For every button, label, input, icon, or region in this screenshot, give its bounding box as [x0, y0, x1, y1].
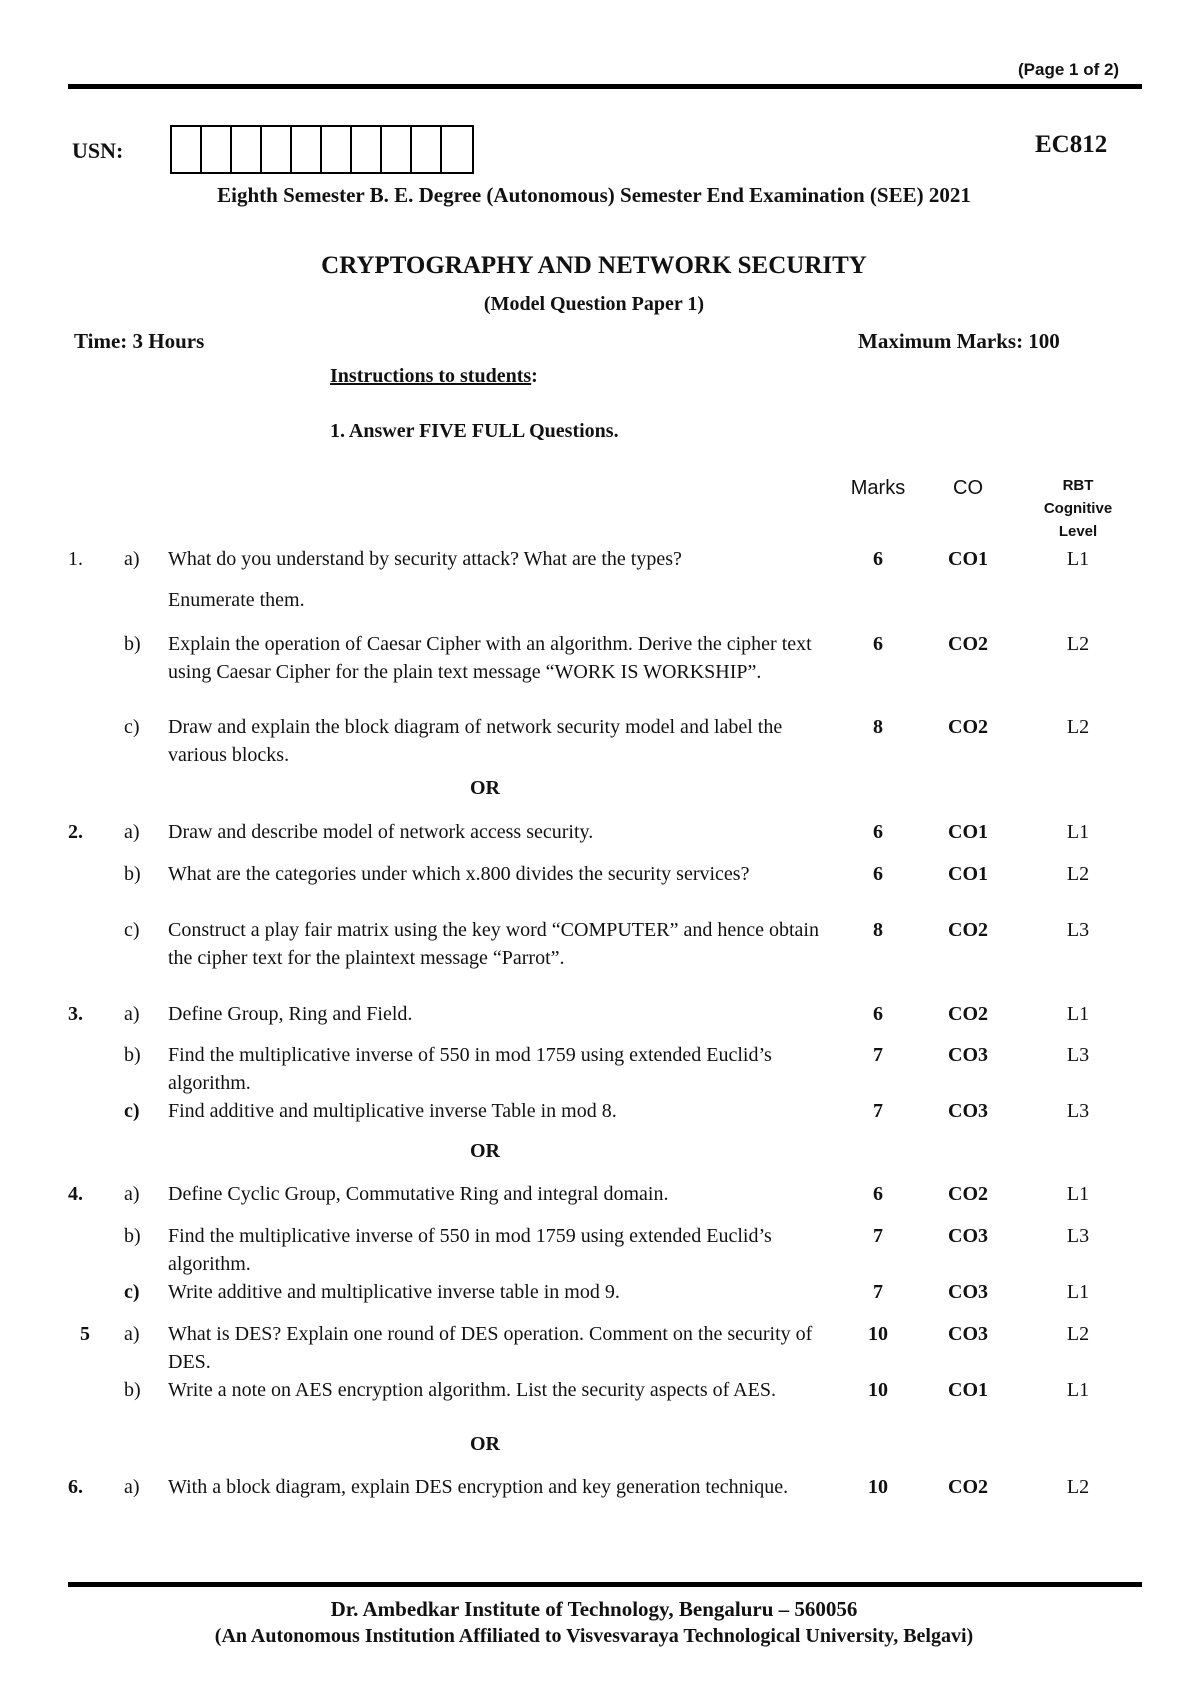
usn-digit-box	[232, 127, 262, 172]
question-co: CO1	[948, 1379, 988, 1401]
usn-digit-box	[442, 127, 472, 172]
footer-affiliation: (An Autonomous Institution Affiliated to Visvesvaraya Technological University, Belgavi)	[214, 1625, 974, 1647]
question-marks: 7	[873, 1225, 883, 1247]
question-level: L2	[1066, 863, 1090, 885]
maximum-marks: Maximum Marks: 100	[858, 329, 1060, 353]
question-part: b)	[124, 863, 141, 885]
question-text: Find the multiplicative inverse of 550 in mod 1759 using extended Euclid’s algorithm.	[168, 1044, 772, 1094]
usn-digit-box	[292, 127, 322, 172]
instructions-heading	[330, 365, 538, 388]
question-part: a)	[124, 1476, 140, 1498]
rbt-line-3: Level	[1058, 523, 1098, 540]
question-co: CO2	[948, 1476, 988, 1498]
question-marks: 6	[873, 863, 883, 885]
usn-digit-box	[172, 127, 202, 172]
question-part: b)	[124, 1379, 141, 1401]
or-separator: OR	[470, 1433, 500, 1455]
page-number: (Page 1 of 2)	[1018, 60, 1120, 79]
time-allowed: Time: 3 Hours	[74, 329, 205, 353]
question-text: Enumerate them.	[168, 589, 305, 611]
usn-digit-box	[322, 127, 352, 172]
usn-digit-box	[382, 127, 412, 172]
question-co: CO2	[948, 633, 988, 655]
paper-title: CRYPTOGRAPHY AND NETWORK SECURITY	[321, 252, 867, 279]
question-part: a)	[124, 1323, 140, 1345]
or-separator: OR	[470, 777, 500, 799]
question-part: c)	[124, 919, 140, 941]
question-marks: 10	[868, 1476, 888, 1498]
question-level: L1	[1066, 1183, 1090, 1205]
question-level: L1	[1066, 1281, 1090, 1303]
question-text: Define Cyclic Group, Commutative Ring and integral domain.	[168, 1183, 669, 1205]
question-co: CO3	[948, 1225, 988, 1247]
question-marks: 6	[873, 548, 883, 570]
question-number: 5	[80, 1323, 90, 1345]
question-level: L2	[1066, 716, 1090, 738]
question-level: L2	[1066, 1323, 1090, 1345]
question-co: CO2	[948, 1183, 988, 1205]
question-co: CO3	[948, 1323, 988, 1345]
question-text: Draw and explain the block diagram of network security model and label the various blocks.	[168, 716, 783, 766]
question-part: b)	[124, 1225, 141, 1247]
question-part: c)	[124, 1100, 140, 1122]
question-marks: 6	[873, 821, 883, 843]
question-level: L1	[1066, 1379, 1090, 1401]
question-part: b)	[124, 633, 141, 655]
question-co: CO3	[948, 1281, 988, 1303]
question-marks: 6	[873, 633, 883, 655]
question-co: CO3	[948, 1100, 988, 1122]
question-marks: 10	[868, 1379, 888, 1401]
question-marks: 6	[873, 1003, 883, 1025]
question-marks: 8	[873, 716, 883, 738]
question-level: L2	[1066, 633, 1090, 655]
question-part: a)	[124, 821, 140, 843]
question-text: With a block diagram, explain DES encryption and key generation technique.	[168, 1476, 789, 1498]
question-text: What is DES? Explain one round of DES operation. Comment on the security of DES.	[168, 1323, 813, 1373]
column-header-rbt	[1028, 474, 1128, 543]
question-part: a)	[124, 1183, 140, 1205]
question-text: Define Group, Ring and Field.	[168, 1003, 413, 1025]
question-text: Draw and describe model of network access security.	[168, 821, 594, 843]
column-header-marks: Marks	[850, 477, 906, 499]
question-co: CO2	[948, 716, 988, 738]
course-code: EC812	[1035, 131, 1108, 158]
question-text: Explain the operation of Caesar Cipher with an algorithm. Derive the cipher text using Caesar Cipher for the plain text message “WORK IS WORKSHIP”.	[168, 633, 812, 683]
instructions-label: Instructions to students	[330, 365, 532, 387]
usn-label: USN:	[72, 138, 124, 163]
question-number: 3.	[68, 1003, 83, 1025]
question-level: L1	[1066, 821, 1090, 843]
question-co: CO1	[948, 863, 988, 885]
top-rule	[68, 84, 1142, 89]
question-marks: 10	[868, 1323, 888, 1345]
question-part: b)	[124, 1044, 141, 1066]
question-text: Write additive and multiplicative inverse table in mod 9.	[168, 1281, 620, 1303]
question-part: a)	[124, 1003, 140, 1025]
question-level: L3	[1066, 1044, 1090, 1066]
question-marks: 7	[873, 1100, 883, 1122]
question-co: CO3	[948, 1044, 988, 1066]
exam-line: Eighth Semester B. E. Degree (Autonomous) Semester End Examination (SEE) 2021	[217, 183, 971, 207]
usn-digit-box	[262, 127, 292, 172]
question-number: 2.	[68, 821, 83, 843]
question-co: CO1	[948, 548, 988, 570]
question-co: CO2	[948, 919, 988, 941]
question-co: CO2	[948, 1003, 988, 1025]
question-part: c)	[124, 716, 140, 738]
question-number: 4.	[68, 1183, 83, 1205]
question-level: L2	[1066, 1476, 1090, 1498]
question-number: 6.	[68, 1476, 83, 1498]
question-marks: 6	[873, 1183, 883, 1205]
usn-digit-box	[412, 127, 442, 172]
instruction-item: 1. Answer FIVE FULL Questions.	[330, 420, 619, 442]
rbt-line-2: Cognitive	[1043, 500, 1113, 517]
bottom-rule	[68, 1582, 1142, 1587]
question-part: c)	[124, 1281, 140, 1303]
question-marks: 7	[873, 1044, 883, 1066]
question-text: Find additive and multiplicative inverse Table in mod 8.	[168, 1100, 617, 1122]
question-marks: 7	[873, 1281, 883, 1303]
footer-institution: Dr. Ambedkar Institute of Technology, Bengaluru – 560056	[330, 1597, 858, 1621]
rbt-line-1: RBT	[1062, 477, 1094, 494]
column-header-co: CO	[953, 477, 983, 499]
question-part: a)	[124, 548, 140, 570]
instructions-colon: :	[531, 365, 538, 387]
usn-digit-box	[202, 127, 232, 172]
usn-boxes	[170, 125, 474, 174]
question-text: What are the categories under which x.800 divides the security services?	[168, 863, 750, 885]
paper-subtitle: (Model Question Paper 1)	[483, 293, 705, 315]
question-level: L3	[1066, 1225, 1090, 1247]
question-level: L3	[1066, 1100, 1090, 1122]
question-number: 1.	[68, 548, 83, 570]
or-separator: OR	[470, 1140, 500, 1162]
question-text: What do you understand by security attack? What are the types?	[168, 548, 682, 570]
question-text: Write a note on AES encryption algorithm. List the security aspects of AES.	[168, 1379, 776, 1401]
question-marks: 8	[873, 919, 883, 941]
question-co: CO1	[948, 821, 988, 843]
question-level: L1	[1066, 548, 1090, 570]
usn-digit-box	[352, 127, 382, 172]
question-level: L1	[1066, 1003, 1090, 1025]
question-level: L3	[1066, 919, 1090, 941]
question-text: Construct a play fair matrix using the key word “COMPUTER” and hence obtain the cipher text for the plaintext message “Parrot”.	[168, 919, 819, 969]
question-text: Find the multiplicative inverse of 550 in mod 1759 using extended Euclid’s algorithm.	[168, 1225, 772, 1275]
